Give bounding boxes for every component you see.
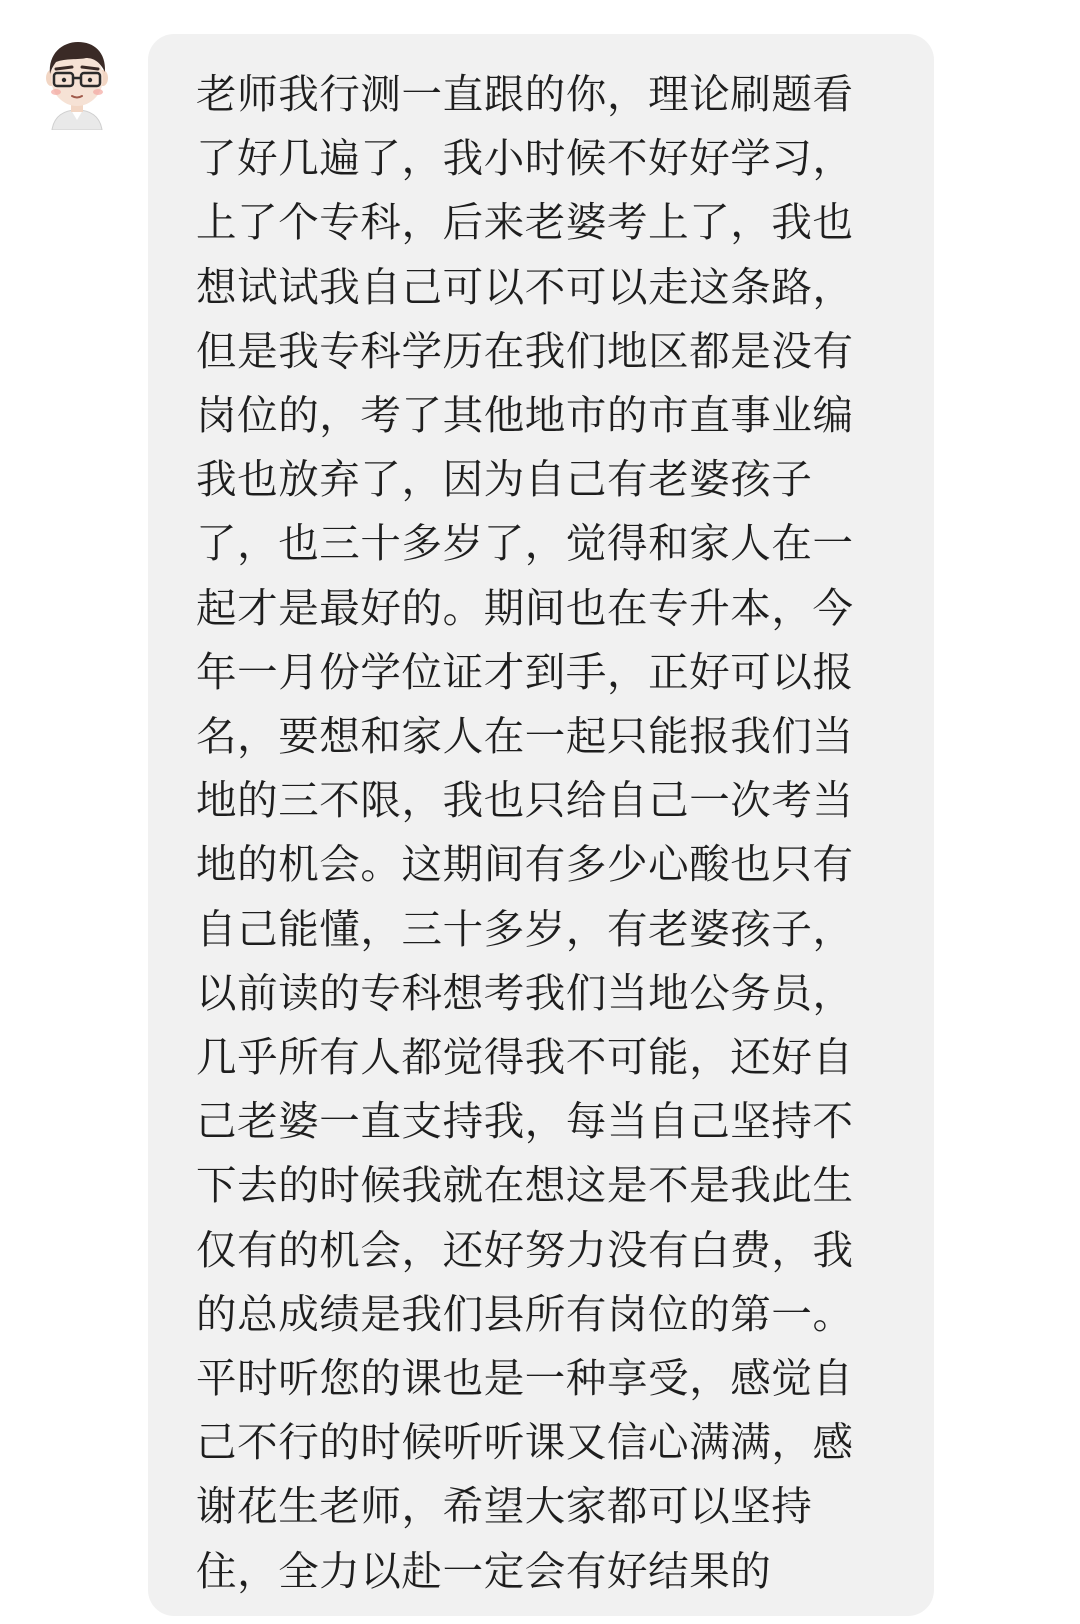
- message-line: 我也放弃了，因为自己有老婆孩子: [196, 455, 813, 504]
- message-line: 几乎所有人都觉得我不可能，还好自: [196, 1033, 854, 1082]
- message-line: 老师我行测一直跟的你，理论刷题看: [196, 70, 854, 118]
- message-line: 地的机会。这期间有多少心酸也只有: [196, 840, 854, 889]
- message-line: 起才是最好的。期间也在专升本，今: [196, 583, 854, 632]
- message-line: 了，也三十多岁了，觉得和家人在一: [196, 519, 854, 568]
- message-line: 年一月份学位证才到手，正好可以报: [196, 647, 854, 696]
- message-line: 自己能懂，三十多岁，有老婆孩子，: [196, 904, 854, 953]
- message-line: 己老婆一直支持我，每当自己坚持不: [196, 1097, 854, 1146]
- message-line: 了好几遍了，我小时候不好好学习，: [196, 134, 854, 183]
- sender-avatar[interactable]: [38, 36, 116, 130]
- message-line: 的总成绩是我们县所有岗位的第一。: [196, 1289, 854, 1338]
- message-line: 己不行的时候听听课又信心满满，感: [196, 1418, 854, 1467]
- message-line: 但是我专科学历在我们地区都是没有: [196, 326, 854, 375]
- message-line: 下去的时候我就在想这是不是我此生: [196, 1161, 854, 1210]
- message-line: 以前读的专科想考我们当地公务员，: [196, 968, 854, 1017]
- message-line: 上了个专科，后来老婆考上了，我也: [196, 198, 854, 247]
- message-line: 仅有的机会，还好努力没有白费，我: [196, 1225, 854, 1274]
- message-line: 住，全力以赴一定会有好结果的: [196, 1546, 772, 1595]
- message-bubble[interactable]: [148, 34, 934, 1616]
- message-line: 谢花生老师，希望大家都可以坚持: [196, 1482, 813, 1531]
- cartoon-man-with-glasses-icon: [38, 36, 116, 130]
- message-line: 岗位的，考了其他地市的市直事业编: [196, 391, 854, 440]
- message-line: 地的三不限，我也只给自己一次考当: [196, 776, 854, 825]
- message-line: 想试试我自己可以不可以走这条路，: [196, 262, 854, 311]
- message-line: 平时听您的课也是一种享受，感觉自: [196, 1354, 854, 1403]
- message-line: 名，要想和家人在一起只能报我们当: [196, 712, 854, 761]
